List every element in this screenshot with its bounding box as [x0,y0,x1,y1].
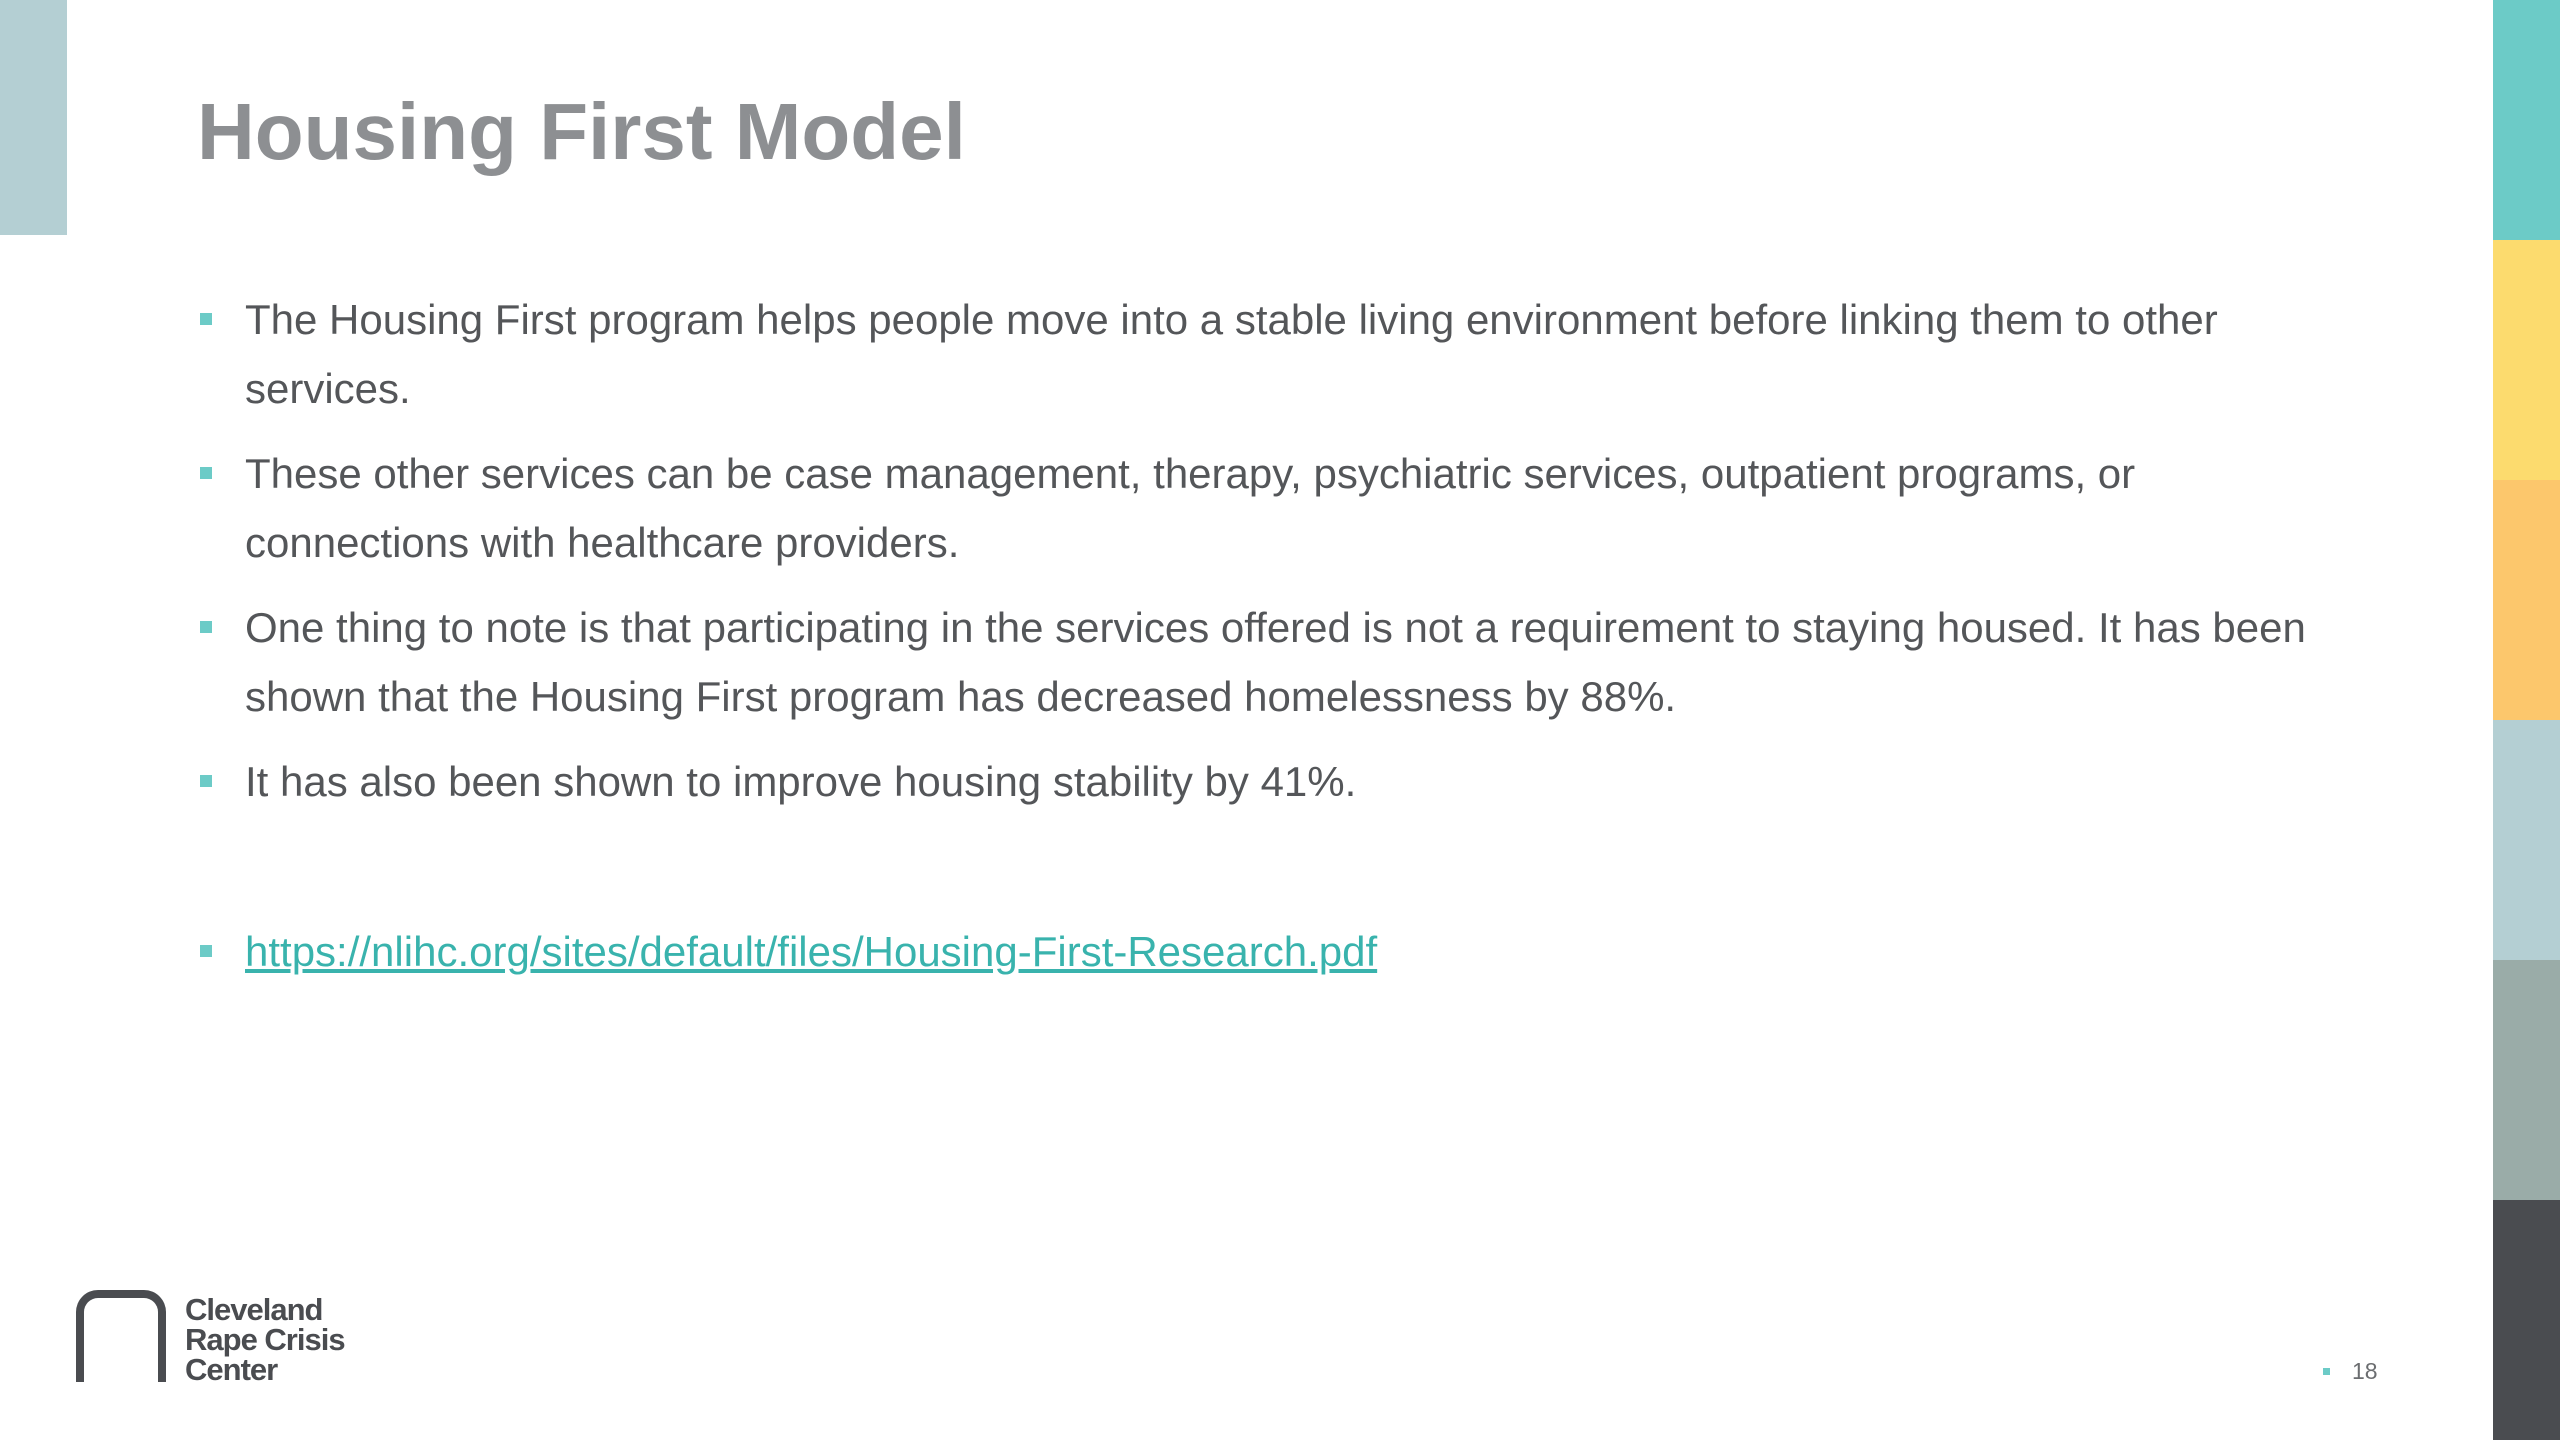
bullet-text: It has also been shown to improve housing stability by 41%. [245,758,1357,805]
logo-arch-icon [76,1290,166,1382]
stripe-orange [2493,480,2560,720]
bullet-text: These other services can be case management, therapy, psychiatric services, outpatient programs, or connections with healthcare providers. [245,450,2136,566]
stripe-dark-gray [2493,1200,2560,1440]
stripe-gray-green [2493,960,2560,1200]
logo-wordmark [185,1292,345,1387]
bullet-item [197,593,2347,731]
logo-line: Center [185,1352,278,1387]
bullet-item-link [197,917,2347,986]
bullet-list [197,285,2347,1002]
square-bullet-icon [200,467,212,479]
stripe-teal [2493,0,2560,240]
bullet-text: The Housing First program helps people move into a stable living environment before linking them to other services. [245,296,2218,412]
square-bullet-icon [200,945,212,957]
corner-accent-block [0,0,67,235]
decorative-color-stripes [2493,0,2560,1440]
bullet-item [197,439,2347,577]
bullet-text: One thing to note is that participating in the services offered is not a requirement to staying housed. It has been shown that the Housing First program has decreased homelessness by 88%. [245,604,2306,720]
square-bullet-icon [200,775,212,787]
bullet-item [197,285,2347,423]
organization-logo [76,1290,345,1385]
stripe-yellow [2493,240,2560,480]
page-number-text: 18 [2352,1358,2378,1384]
slide-title: Housing First Model [197,87,966,176]
stripe-light-blue [2493,720,2560,960]
logo-line: Cleveland [185,1292,323,1327]
square-bullet-icon [200,621,212,633]
square-bullet-icon [200,313,212,325]
bullet-item [197,747,2347,816]
logo-line: Rape Crisis [185,1322,345,1357]
page-dot-icon [2323,1368,2330,1375]
research-link[interactable]: https://nlihc.org/sites/default/files/Housing-First-Research.pdf [245,928,1378,975]
page-number [2323,1358,2378,1385]
